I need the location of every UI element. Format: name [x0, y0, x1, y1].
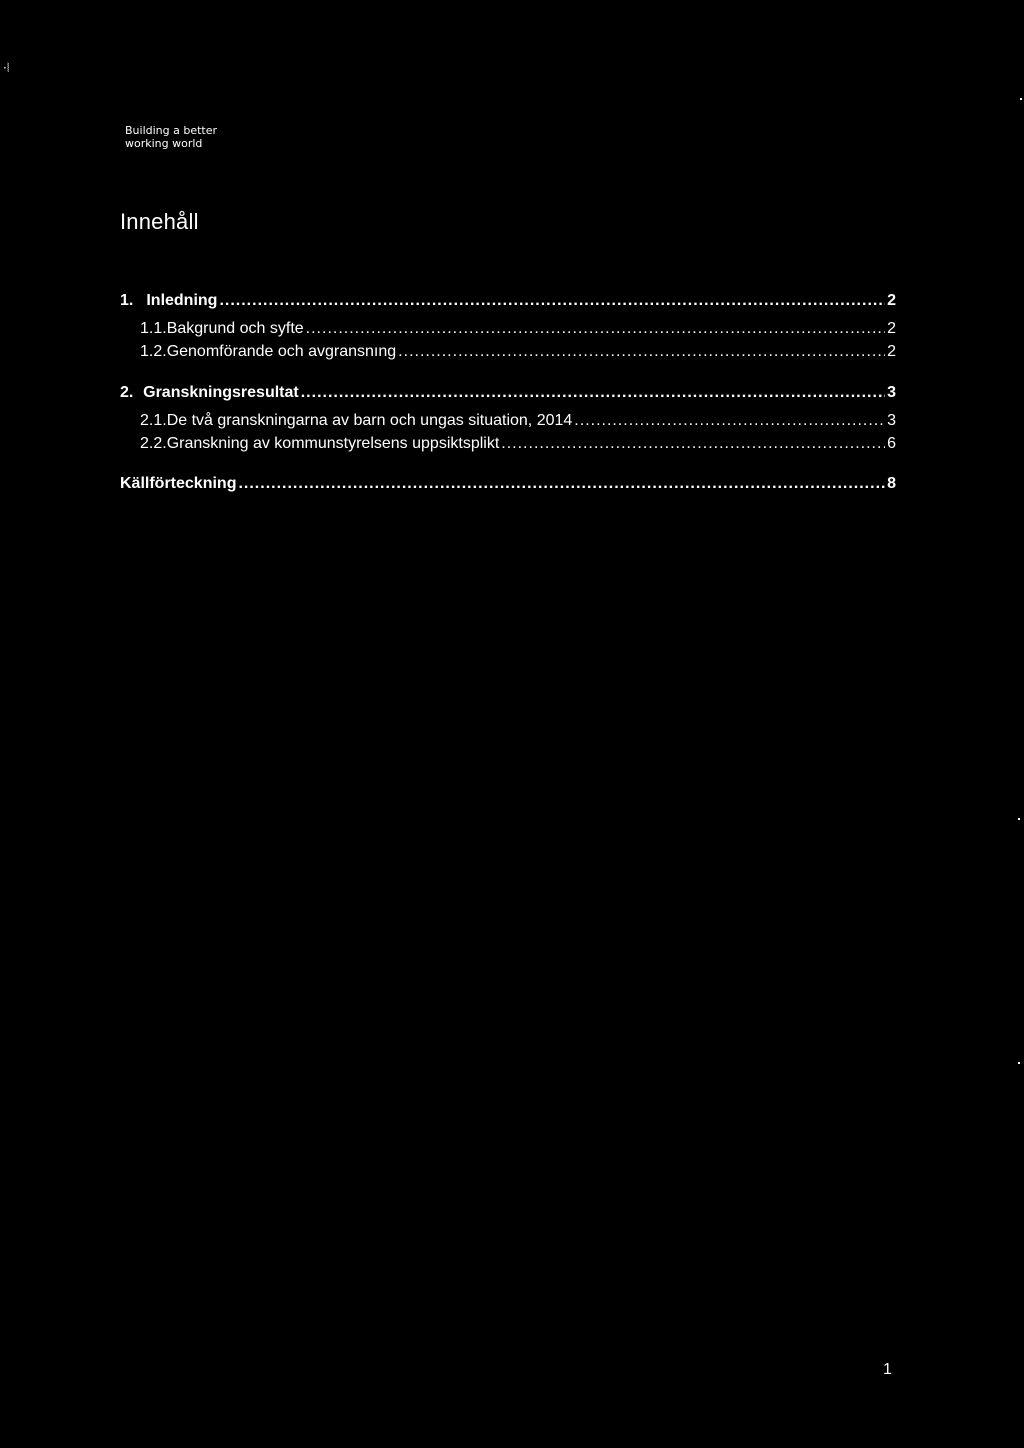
tagline-line-2: working world — [125, 137, 203, 150]
toc-entry-number: 2.1. — [140, 412, 167, 429]
toc-dot-leader — [301, 382, 885, 404]
toc-entry-page: 2 — [887, 320, 896, 337]
toc-entry-kallforteckning[interactable] — [120, 473, 896, 495]
toc-entry-label: Inledning — [146, 292, 218, 309]
corner-scan-mark: ·⦚ — [3, 61, 10, 75]
toc-entry-genomforande[interactable] — [140, 341, 896, 363]
toc-entry-page: 2 — [887, 292, 896, 309]
toc-entry-number: 1.1. — [140, 320, 167, 337]
toc-entry-bakgrund[interactable] — [140, 318, 896, 340]
scan-edge-mark — [1018, 1062, 1020, 1064]
toc-entry-label: Granskningsresultat — [143, 384, 299, 401]
toc-entry-number: 2. — [120, 384, 134, 401]
toc-dot-leader — [238, 473, 885, 495]
brand-tagline — [125, 124, 217, 150]
toc-dot-leader — [306, 318, 885, 340]
toc-entry-label: Källförteckning — [120, 475, 237, 492]
toc-entry-label: Bakgrund och syfte — [166, 320, 304, 337]
toc-entry-inledning[interactable] — [120, 290, 896, 312]
toc-entry-uppsiktsplikt[interactable] — [140, 433, 896, 455]
toc-entry-page: 6 — [887, 435, 896, 452]
toc-entry-number: 1. — [120, 292, 134, 309]
toc-entry-number: 1.2. — [140, 343, 167, 360]
toc-entry-label: Granskning av kommunstyrelsens uppsiktsplikt — [166, 435, 500, 452]
toc-dot-leader — [219, 290, 885, 312]
page-title: Innehåll — [120, 209, 199, 234]
scan-edge-mark — [1020, 98, 1022, 100]
toc-entry-number: 2.2. — [140, 435, 167, 452]
toc-entry-granskningsresultat[interactable] — [120, 382, 896, 404]
toc-entry-page: 8 — [887, 475, 896, 492]
toc-entry-page: 3 — [887, 384, 896, 401]
page-number: 1 — [883, 1361, 892, 1378]
toc-entry-granskningarna[interactable] — [140, 410, 896, 432]
toc-entry-page: 2 — [887, 343, 896, 360]
toc-entry-label: De två granskningarna av barn och ungas situation, 2014 — [166, 412, 573, 429]
toc-dot-leader — [501, 433, 885, 455]
toc-entry-label: Genomförande och avgransnıng — [166, 343, 397, 360]
toc-dot-leader — [398, 341, 885, 363]
toc-dot-leader — [574, 410, 885, 432]
toc-entry-page: 3 — [887, 412, 896, 429]
scan-edge-mark — [1018, 818, 1020, 820]
tagline-line-1: Building a better — [125, 124, 218, 137]
